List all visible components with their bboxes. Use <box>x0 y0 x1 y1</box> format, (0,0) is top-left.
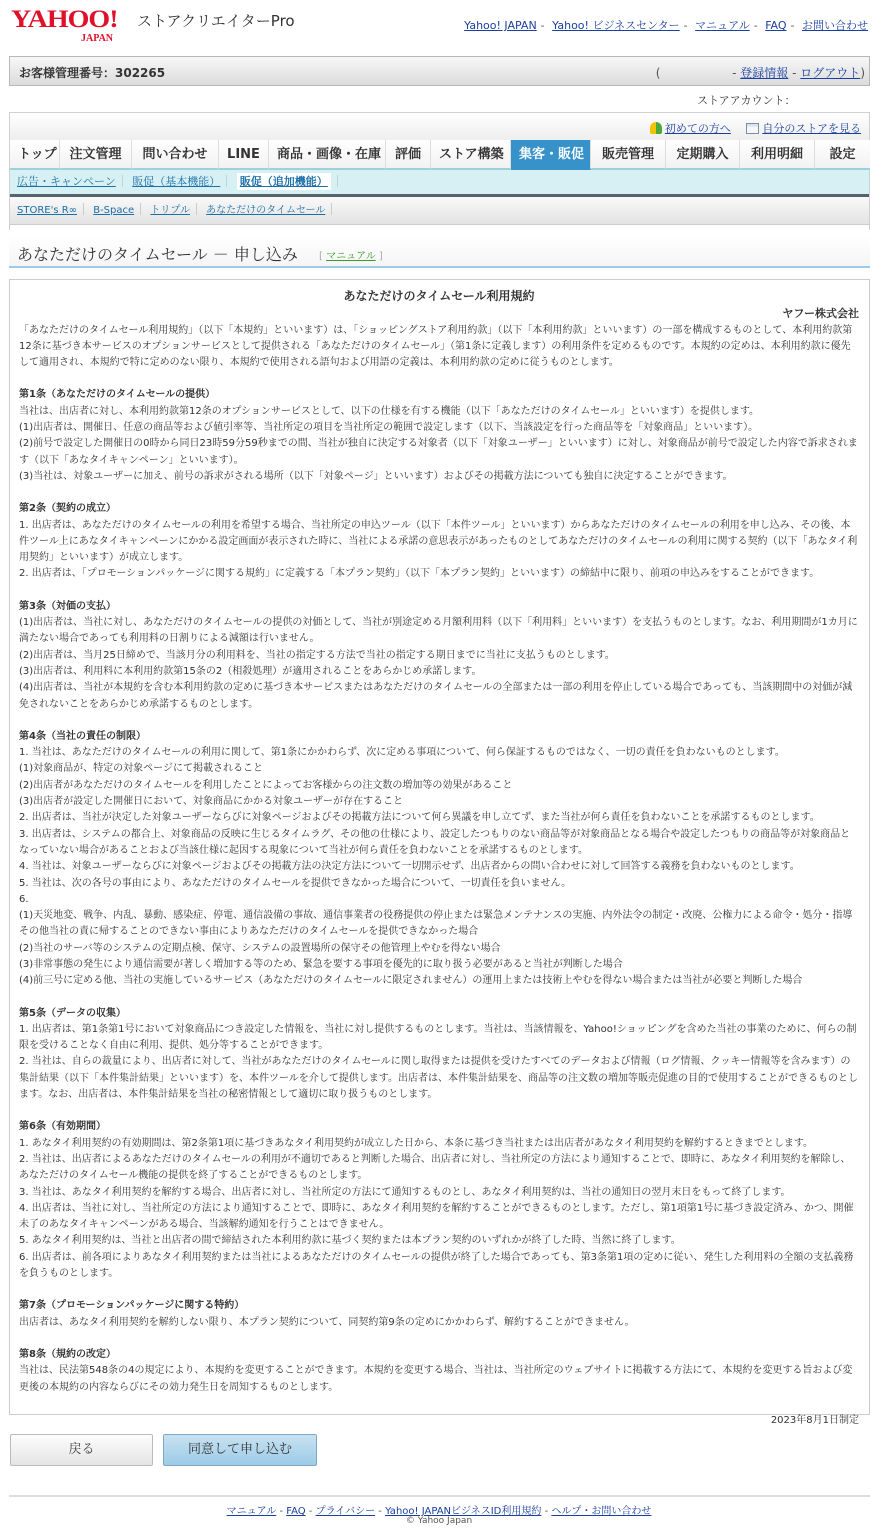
beginner-leaf-icon <box>650 122 662 134</box>
separator: - <box>790 19 795 32</box>
article-heading: 第3条（対価の支払） <box>19 600 116 612</box>
open-paren: ( <box>655 66 661 80</box>
terms-company: ヤフー株式会社 <box>782 307 859 321</box>
logout-link[interactable]: ログアウト <box>800 66 861 80</box>
tab-store-building[interactable]: ストア構築 <box>431 140 511 170</box>
dash: - <box>732 66 737 80</box>
sub-navigation <box>10 170 869 197</box>
footer-divider <box>9 1495 870 1497</box>
article-line: 2. 出店者は、「プロモーションパッケージに関する規約」に定義する「本プラン契約」（以下「本プラン契約」といいます）の締結中に限り、前項の申込みをすることができます。 <box>19 568 820 580</box>
article-line: 2. 当社は、出店者によるあなただけのタイムセールの利用が不適切であると判断した場合、出店者に対し、当社所定の方法により通知することで、即時に、あなタイ利用契約を解除し、あなただけのタイムセール機能の提供を終了することができるものとします。 <box>19 1153 851 1182</box>
divider <box>196 203 197 215</box>
separator: - <box>279 1506 284 1517</box>
link-yahoo-japan[interactable]: Yahoo! JAPAN <box>464 19 537 32</box>
footer-link-manual[interactable]: マニュアル <box>226 1506 277 1517</box>
view-my-store-link[interactable]: 自分のストアを見る <box>762 122 861 135</box>
article-line: (4)前三号に定める他、当社の実施しているサービス（あなただけのタイムセールに限定されません）の運用上または技術上やむを得ない場合または当社が必要と判断した場合 <box>19 975 803 987</box>
close-paren: ) <box>860 66 865 80</box>
feature-navigation <box>10 197 869 225</box>
article-heading: 第6条（有効期間） <box>19 1121 106 1133</box>
article-line: 1. 出店者は、あなただけのタイムセールの利用を希望する場合、当社所定の申込ツール（以下「本件ツール」といいます）からあなただけのタイムセールの利用を申し込み、その後、本件ツール上にあなタイキャンペーンにかかる設定画面が表示された時に、当社による承諾の意思表示があったものとしてあなただけのタイムセールの利用に関する契約（以下「あなタイ利用契約」といいます）が成立します。 <box>19 519 858 564</box>
article-line: 5. あなタイ利用契約は、当社と出店者の間で締結された本利用約款に基づく契約または本プラン契約のいずれかが終了した時、当然に終了します。 <box>19 1235 681 1247</box>
separator: - <box>544 1506 549 1517</box>
article-line: 1. あなタイ利用契約の有効期間は、第2条第1項に基づきあなタイ利用契約が成立した日から、本条に基づき当社または出店者があなタイ利用契約を解約するときまでとします。 <box>19 1137 814 1149</box>
tab-orders[interactable]: 注文管理 <box>60 140 132 170</box>
customer-bar <box>9 56 870 86</box>
main-navigation <box>9 112 870 230</box>
footer-link-help-contact[interactable]: ヘルプ・お問い合わせ <box>551 1506 652 1517</box>
feature-stores-r8[interactable]: STORE's R∞ <box>17 205 78 216</box>
article-line: 1. 当社は、あなただけのタイムセールの利用に関して、第1条にかかわらず、次に定める事項について、何ら保証するものではなく、一切の責任を負わないものとします。 <box>19 747 785 759</box>
article-line: (1)出店者は、開催日、任意の商品等および値引率等、当社所定の項目を当社所定の範囲で設定します（以下、当該設定を行った商品等を「対象商品」といいます）。 <box>19 422 759 434</box>
article-3 <box>19 599 859 713</box>
tab-inquiries[interactable]: 問い合わせ <box>132 140 219 170</box>
feature-b-space[interactable]: B-Space <box>93 205 135 216</box>
separator: - <box>308 1506 313 1517</box>
article-heading: 第7条（プロモーションパッケージに関する特約） <box>19 1300 245 1312</box>
registration-info-link[interactable]: 登録情報 <box>740 66 789 80</box>
subnav-promotion-basic[interactable]: 販促（基本機能） <box>132 175 221 188</box>
account-links <box>656 64 865 81</box>
article-line: 6. <box>19 893 29 905</box>
tab-line[interactable]: LINE <box>219 140 269 170</box>
store-window-icon <box>746 123 759 134</box>
customer-number: お客様管理番号：302265 <box>19 66 166 80</box>
tab-reviews[interactable]: 評価 <box>386 140 431 170</box>
tab-subscriptions[interactable]: 定期購入 <box>666 140 740 170</box>
divider <box>337 175 338 187</box>
dash: - <box>792 66 797 80</box>
article-8 <box>19 1347 859 1396</box>
article-line: (2)出店者があなただけのタイムセールを利用したことによってお客様からの注文数の増加等の効果があること <box>19 779 513 791</box>
article-heading: 第1条（あなただけのタイムセールの提供） <box>19 389 216 401</box>
article-line: (3)非常事態の発生により通信需要が著しく増加する等のため、緊急を要する事項を優先的に取り扱う必要があると当社が判断した場合 <box>19 958 623 970</box>
header <box>0 0 878 52</box>
article-7 <box>19 1298 859 1331</box>
separator: - <box>540 19 545 32</box>
article-line: (3)出店者が設定した開催日において、対象商品にかかる対象ユーザーが存在すること <box>19 796 403 808</box>
footer-link-business-id-terms[interactable]: Yahoo! JAPANビジネスID利用規約 <box>385 1506 542 1517</box>
article-heading: 第5条（データの収集） <box>19 1007 126 1019</box>
link-contact[interactable]: お問い合わせ <box>802 19 868 32</box>
tab-top[interactable]: トップ <box>10 140 60 170</box>
store-account-label: ストアアカウント： <box>697 94 796 107</box>
terms-title: あなただけのタイムセール利用規約 <box>343 289 535 303</box>
article-heading: 第2条（契約の成立） <box>19 503 116 515</box>
logo-yahoo-text: YAHOO! <box>11 5 118 34</box>
subnav-ads-campaigns[interactable]: 広告・キャンペーン <box>17 175 116 188</box>
separator: - <box>683 19 688 32</box>
manual-link-wrap: [ マニュアル ] <box>319 251 383 262</box>
article-line: (3)出店者は、利用料に本利用約款第15条の2（相殺処理）が適用されることをあらかじめ承諾します。 <box>19 665 482 677</box>
article-line: (2)前号で設定した開催日の0時から同日23時59分59秒までの間、当社が独自に決定する対象者（以下「対象ユーザー」といいます）に対し、対象商品が前号で設定した内容で訴求されます（以下「あなタイキャンペーン」といいます）。 <box>19 438 858 466</box>
terms-intro: 「あなただけのタイムセール利用規約」（以下「本規約」といいます）は、「ショッピングストア利用約款」（以下「本利用約款」といいます）の一部を構成するものとして、本利用約款第12条に基づき本サービスのオプションサービスとして提供される「あなただけのタイムセール」（第1条に定義します）の利用条件を定めるものです。本規約の定めは、本利用約款に優先して適用され、本規約で特に定めのない限り、本規約で使用される語句および用語の定義は、本利用約款の定めに従うものとします。 <box>19 324 853 369</box>
article-line: 4. 出店者は、当社に対し、当社所定の方法により通知することで、即時に、あなタイ利用契約を解約することができるものとします。ただし、第1項第1号に基づき設定済み、かつ、開催未了のあなタイキャンペーンがある場合、当該解約通知を行うことはできません。 <box>19 1202 854 1231</box>
divider <box>83 203 84 215</box>
manual-link[interactable]: マニュアル <box>326 251 376 262</box>
article-line: (3)当社は、対象ユーザーに加え、前号の訴求がされる場所（以下「対象ページ」といいます）およびその掲載方法についても独自に決定することができます。 <box>19 470 733 482</box>
article-4 <box>19 729 859 990</box>
tab-settings[interactable]: 設定 <box>815 140 870 170</box>
tab-sales-management[interactable]: 販売管理 <box>591 140 666 170</box>
tab-billing-details[interactable]: 利用明細 <box>740 140 815 170</box>
yahoo-japan-logo[interactable] <box>11 5 118 44</box>
subnav-promotion-additional[interactable]: 販促（追加機能） <box>237 173 331 190</box>
back-button[interactable]: 戻る <box>10 1434 153 1466</box>
article-line: 4. 当社は、対象ユーザーならびに対象ページおよびその掲載方法の決定方法について一切開示せず、出店者からの問い合わせに対して回答する義務を負わないものとします。 <box>19 861 800 873</box>
main-tabs <box>10 140 869 170</box>
article-line: 出店者は、あなタイ利用契約を解約しない限り、本プラン契約について、同契約第9条の定めにかかわらず、解約することができません。 <box>19 1316 635 1328</box>
article-2 <box>19 501 859 582</box>
agree-and-apply-button[interactable]: 同意して申し込む <box>163 1434 317 1466</box>
divider <box>122 175 123 187</box>
article-line: (1)対象商品が、特定の対象ページにて掲載されること <box>19 763 263 775</box>
separator: - <box>753 19 758 32</box>
article-line: 当社は、出店者に対し、本利用約款第12条のオプションサービスとして、以下の仕様を有する機能（以下「あなただけのタイムセール」といいます）を提供します。 <box>19 405 760 417</box>
divider <box>140 203 141 215</box>
separator: - <box>378 1506 382 1517</box>
article-line: (1)出店者は、当社に対し、あなただけのタイムセールの提供の対価として、当社が別途定める月額利用料（以下「利用料」といいます）を支払うものとします。なお、利用期間が1カ月に満たない場合であっても利用料の日割りによる減額は行いません。 <box>19 617 858 645</box>
divider <box>226 175 227 187</box>
feature-triple[interactable]: トリプル <box>150 205 190 216</box>
product-name: ストアクリエイターPro <box>137 12 295 30</box>
beginners-guide-link[interactable]: 初めての方へ <box>664 122 731 135</box>
article-line: (2)当社のサーバ等のシステムの定期点検、保守、システムの設置場所の保守その他管理上やむを得ない場合 <box>19 942 501 954</box>
quick-links <box>650 120 861 136</box>
feature-time-sale[interactable]: あなただけのタイムセール <box>206 205 326 216</box>
quick-links-bar <box>10 113 869 140</box>
article-line: (1)天災地変、戦争、内乱、暴動、感染症、停電、通信設備の事故、通信事業者の役務提供の停止または緊急メンテナンスの実施、内外法令の制定・改廃、公権力による命令・処分・指導その他当社の責に帰することのできない事由によりあなただけのタイムセールを提供できなかった場合 <box>19 910 853 938</box>
top-links <box>464 17 868 33</box>
logo-japan-text: JAPAN <box>81 33 114 44</box>
link-business-center[interactable]: Yahoo! ビジネスセンター <box>552 19 680 32</box>
divider <box>331 203 332 215</box>
article-line: 5. 当社は、次の各号の事由により、あなただけのタイムセールを提供できなかった場合について、一切責任を負いません。 <box>19 877 572 889</box>
article-line: 当社は、民法第548条の4の規定により、本規約を変更することができます。本規約を変更する場合、当社は、当社所定のウェブサイトに掲載する方法にて、本規約を変更する旨および変更後の本規約の内容ならびにその効力発生日を周知するものとします。 <box>19 1365 853 1393</box>
copyright: © Yahoo Japan <box>405 1516 473 1526</box>
article-line: 1. 出店者は、第1条第1号において対象商品につき設定した情報を、当社に対し提供するものとします。当社は、当該情報を、Yahoo!ショッピングを含めた当社の事業のために、何らの制限を受けることなく自由に利用、提供、処分等することができます。 <box>19 1023 857 1052</box>
article-line: 3. 出店者は、システムの都合上、対象商品の反映に生じるタイムラグ、その他の仕様により、設定したつもりのない商品等が対象商品となる場合や設定したつもりの商品等が対象商品となっていない場合があることおよび当該仕様に起因する現象について当社が何ら責任を負わないことを承諾するものとします。 <box>19 828 851 856</box>
article-heading: 第8条（規約の改定） <box>19 1348 116 1360</box>
link-manual[interactable]: マニュアル <box>695 19 750 32</box>
tab-marketing-promotion[interactable]: 集客・販促 <box>511 140 591 170</box>
article-line: (4)出店者は、当社が本規約を含む本利用約款の定めに基づき本サービスまたはあなただけのタイムセールの全部または一部の利用を停止している場合であっても、当該期間中の対価が減免されないことをあらかじめ承諾するものとします。 <box>19 682 853 710</box>
tab-products-images-stock[interactable]: 商品・画像・在庫 <box>269 140 386 170</box>
terms-box <box>9 279 870 1426</box>
article-heading: 第4条（当社の責任の制限） <box>19 730 146 742</box>
article-6 <box>19 1119 859 1282</box>
article-line: 3. 当社は、あなタイ利用契約を解約する場合、出店者に対し、当社所定の方法にて通知するものとし、あなタイ利用契約は、当社の通知日の翌月末日をもって終了します。 <box>19 1186 791 1198</box>
article-line: 6. 出店者は、前各項によりあなタイ利用契約または当社によるあなただけのタイムセールの提供が終了した場合であっても、第3条第1項の定めに従い、発生した利用料の全額の支払義務を負うものとします。 <box>19 1251 854 1280</box>
page-title-bar <box>9 236 870 268</box>
article-1 <box>19 387 859 485</box>
footer-link-faq[interactable]: FAQ <box>286 1506 306 1517</box>
footer-links <box>0 1502 878 1517</box>
enacted-date: 2023年8月1日制定 <box>770 1414 859 1426</box>
article-line: 2. 当社は、自らの裁量により、出店者に対して、当社があなただけのタイムセールに関し取得または提供を受けたすべてのデータおよび情報（ログ情報、クッキー情報等を含みます）の集計結果（以下「本件集計結果」といいます）を、本件ツールを介して提供します。出店者は、本件集計結果を、商品等の注文数の増加等販売促進の目的で使用することができるものとします。なお、出店者は、本件集計結果を当社の秘密情報として適切に取り扱うものとします。 <box>19 1056 858 1101</box>
article-line: (2)出店者は、当月25日締めで、当該月分の利用料を、当社の指定する方法で当社の指定する期日までに当社に支払うものとします。 <box>19 649 615 661</box>
page-title: あなただけのタイムセール － 申し込み <box>17 245 298 264</box>
link-faq[interactable]: FAQ <box>765 19 787 32</box>
footer-link-privacy[interactable]: プライバシー <box>315 1506 376 1517</box>
article-line: 2. 出店者は、当社が決定した対象ユーザーならびに対象ページおよびその掲載方法について何ら異議を申し立てず、また当社が何ら責任を負わないことを承諾するものとします。 <box>19 812 820 824</box>
article-5 <box>19 1006 859 1104</box>
